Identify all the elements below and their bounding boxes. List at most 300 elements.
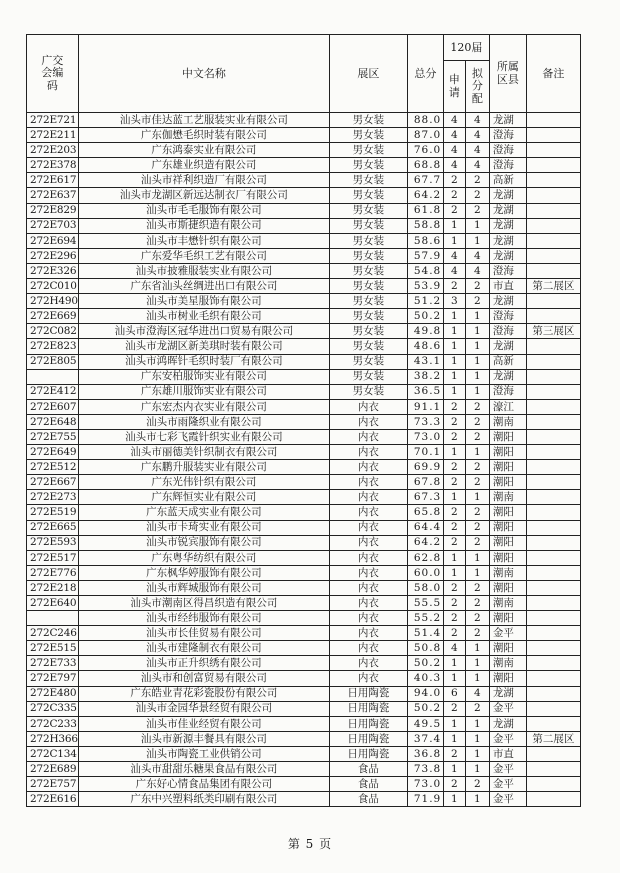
exhibit-category-cell: 内衣 <box>329 520 407 535</box>
allocate-count-cell: 2 <box>465 701 489 716</box>
exhibit-category-cell: 日用陶瓷 <box>329 731 407 746</box>
allocate-count-cell: 1 <box>465 671 489 686</box>
district-cell: 澄海 <box>489 324 526 339</box>
allocate-count-cell: 1 <box>465 762 489 777</box>
district-cell: 澄海 <box>489 158 526 173</box>
total-score-cell: 51.4 <box>407 626 443 641</box>
exhibit-category-cell: 男女装 <box>329 384 407 399</box>
exhibit-category-cell: 日用陶瓷 <box>329 686 407 701</box>
note-cell: 第二展区 <box>526 279 580 294</box>
district-cell: 潮阳 <box>489 550 526 565</box>
apply-count-cell: 1 <box>443 792 465 807</box>
note-cell <box>526 641 580 656</box>
table-row <box>27 203 581 218</box>
table-row <box>27 550 581 565</box>
apply-count-cell: 4 <box>443 128 465 143</box>
exhibit-category-cell: 男女装 <box>329 279 407 294</box>
note-cell <box>526 233 580 248</box>
company-name-cell: 汕头市潮南区得昌织造有限公司 <box>78 596 329 611</box>
district-cell: 潮阳 <box>489 535 526 550</box>
allocate-count-cell: 2 <box>465 596 489 611</box>
company-name-cell: 汕头市鸿晖针毛织时装厂有限公司 <box>78 354 329 369</box>
note-cell <box>526 294 580 309</box>
allocate-count-cell: 1 <box>465 550 489 565</box>
note-cell <box>526 218 580 233</box>
total-score-cell: 36.8 <box>407 746 443 761</box>
apply-count-cell: 2 <box>443 399 465 414</box>
company-name-cell: 汕头市甜甜乐糖果食品有限公司 <box>78 762 329 777</box>
district-cell: 龙湖 <box>489 294 526 309</box>
apply-count-cell: 2 <box>443 596 465 611</box>
table-row <box>27 656 581 671</box>
company-name-cell: 汕头市陶瓷工业供销公司 <box>78 746 329 761</box>
total-score-cell: 57.9 <box>407 248 443 263</box>
company-code-cell: 272E607 <box>27 399 79 414</box>
note-cell <box>526 611 580 626</box>
allocate-count-cell: 2 <box>465 777 489 792</box>
table-row <box>27 445 581 460</box>
company-code-cell: 272E640 <box>27 596 79 611</box>
exhibit-category-cell: 内衣 <box>329 626 407 641</box>
company-name-cell: 广东辉恒实业有限公司 <box>78 490 329 505</box>
company-code-cell: 272E517 <box>27 550 79 565</box>
allocate-count-cell: 4 <box>465 263 489 278</box>
exhibit-category-cell: 内衣 <box>329 429 407 444</box>
table-row <box>27 580 581 595</box>
exhibit-category-cell: 日用陶瓷 <box>329 746 407 761</box>
table-row <box>27 248 581 263</box>
allocate-count-cell: 1 <box>465 565 489 580</box>
allocate-count-cell: 1 <box>465 309 489 324</box>
apply-count-cell: 1 <box>443 233 465 248</box>
total-score-cell: 67.7 <box>407 173 443 188</box>
allocate-count-cell: 4 <box>465 113 489 128</box>
company-code-cell: 272E703 <box>27 218 79 233</box>
exhibit-category-cell: 男女装 <box>329 128 407 143</box>
total-score-cell: 71.9 <box>407 792 443 807</box>
total-score-cell: 91.1 <box>407 399 443 414</box>
total-score-cell: 49.8 <box>407 324 443 339</box>
company-name-cell: 广东雄川服饰实业有限公司 <box>78 384 329 399</box>
header-apply: 申请 <box>443 61 465 113</box>
company-name-cell: 汕头市建隆制衣有限公司 <box>78 641 329 656</box>
exhibit-category-cell: 内衣 <box>329 550 407 565</box>
total-score-cell: 64.2 <box>407 188 443 203</box>
district-cell: 金平 <box>489 731 526 746</box>
exhibit-category-cell: 内衣 <box>329 580 407 595</box>
table-row <box>27 460 581 475</box>
total-score-cell: 65.8 <box>407 505 443 520</box>
district-cell: 澄海 <box>489 263 526 278</box>
table-row <box>27 324 581 339</box>
apply-count-cell: 1 <box>443 445 465 460</box>
total-score-cell: 67.3 <box>407 490 443 505</box>
total-score-cell: 50.2 <box>407 656 443 671</box>
note-cell <box>526 188 580 203</box>
company-code-cell: 272E797 <box>27 671 79 686</box>
total-score-cell: 61.8 <box>407 203 443 218</box>
allocate-count-cell: 2 <box>465 279 489 294</box>
district-cell: 龙湖 <box>489 369 526 384</box>
exhibit-category-cell: 男女装 <box>329 233 407 248</box>
apply-count-cell: 2 <box>443 746 465 761</box>
company-code-cell: 272E776 <box>27 565 79 580</box>
district-cell: 龙湖 <box>489 233 526 248</box>
district-cell: 濠江 <box>489 399 526 414</box>
company-code-cell: 272E805 <box>27 354 79 369</box>
apply-count-cell: 1 <box>443 762 465 777</box>
company-name-cell: 广东省汕头丝绸进出口有限公司 <box>78 279 329 294</box>
exhibit-category-cell: 内衣 <box>329 399 407 414</box>
exhibit-category-cell: 男女装 <box>329 309 407 324</box>
apply-count-cell: 2 <box>443 701 465 716</box>
table-row <box>27 490 581 505</box>
note-cell <box>526 475 580 490</box>
district-cell: 金平 <box>489 762 526 777</box>
district-cell: 潮阳 <box>489 580 526 595</box>
district-cell: 潮阳 <box>489 445 526 460</box>
company-name-cell: 汕头市七彩飞霞针织实业有限公司 <box>78 429 329 444</box>
exhibit-category-cell: 食品 <box>329 777 407 792</box>
table-row <box>27 746 581 761</box>
note-cell <box>526 701 580 716</box>
note-cell: 第二展区 <box>526 731 580 746</box>
company-code-cell: 272E829 <box>27 203 79 218</box>
total-score-cell: 50.2 <box>407 701 443 716</box>
apply-count-cell: 1 <box>443 550 465 565</box>
note-cell <box>526 203 580 218</box>
note-cell <box>526 626 580 641</box>
exhibit-category-cell: 内衣 <box>329 460 407 475</box>
allocate-count-cell: 2 <box>465 535 489 550</box>
allocate-count-cell: 1 <box>465 324 489 339</box>
note-cell <box>526 158 580 173</box>
note-cell <box>526 550 580 565</box>
apply-count-cell: 2 <box>443 520 465 535</box>
company-code-cell: 272E218 <box>27 580 79 595</box>
note-cell <box>526 580 580 595</box>
total-score-cell: 58.8 <box>407 218 443 233</box>
table-row <box>27 354 581 369</box>
district-cell: 龙湖 <box>489 339 526 354</box>
total-score-cell: 43.1 <box>407 354 443 369</box>
total-score-cell: 62.8 <box>407 550 443 565</box>
district-cell: 潮阳 <box>489 611 526 626</box>
note-cell <box>526 339 580 354</box>
company-name-cell: 汕头市和创富贸易有限公司 <box>78 671 329 686</box>
note-cell: 第三展区 <box>526 324 580 339</box>
table-header <box>27 35 581 113</box>
note-cell <box>526 535 580 550</box>
district-cell: 潮阳 <box>489 671 526 686</box>
allocate-count-cell: 1 <box>465 641 489 656</box>
apply-count-cell: 4 <box>443 143 465 158</box>
apply-count-cell: 2 <box>443 535 465 550</box>
total-score-cell: 64.2 <box>407 535 443 550</box>
exhibit-category-cell: 内衣 <box>329 535 407 550</box>
exhibit-category-cell: 日用陶瓷 <box>329 716 407 731</box>
district-cell: 高新 <box>489 173 526 188</box>
apply-count-cell: 2 <box>443 429 465 444</box>
allocation-table <box>26 34 581 807</box>
apply-count-cell: 4 <box>443 641 465 656</box>
allocate-count-cell: 1 <box>465 369 489 384</box>
note-cell <box>526 792 580 807</box>
company-name-cell: 广东好心情食品集团有限公司 <box>78 777 329 792</box>
apply-count-cell: 1 <box>443 324 465 339</box>
company-code-cell: 272C082 <box>27 324 79 339</box>
exhibit-category-cell: 内衣 <box>329 671 407 686</box>
company-code-cell: 272E203 <box>27 143 79 158</box>
district-cell: 潮阳 <box>489 475 526 490</box>
allocate-count-cell: 1 <box>465 490 489 505</box>
apply-count-cell: 2 <box>443 505 465 520</box>
district-cell: 潮南 <box>489 414 526 429</box>
apply-count-cell: 4 <box>443 113 465 128</box>
allocate-count-cell: 1 <box>465 716 489 731</box>
note-cell <box>526 686 580 701</box>
note-cell <box>526 173 580 188</box>
exhibit-category-cell: 食品 <box>329 762 407 777</box>
company-name-cell: 广东爱华毛织工艺有限公司 <box>78 248 329 263</box>
company-name-cell: 广东鹏升服装实业有限公司 <box>78 460 329 475</box>
allocate-count-cell: 4 <box>465 686 489 701</box>
district-cell: 高新 <box>489 354 526 369</box>
table-row <box>27 414 581 429</box>
apply-count-cell: 1 <box>443 490 465 505</box>
table-row <box>27 309 581 324</box>
note-cell <box>526 671 580 686</box>
note-cell <box>526 656 580 671</box>
apply-count-cell: 2 <box>443 580 465 595</box>
note-cell <box>526 143 580 158</box>
allocate-count-cell: 1 <box>465 339 489 354</box>
total-score-cell: 50.8 <box>407 641 443 656</box>
total-score-cell: 58.6 <box>407 233 443 248</box>
total-score-cell: 54.8 <box>407 263 443 278</box>
apply-count-cell: 1 <box>443 369 465 384</box>
district-cell: 龙湖 <box>489 686 526 701</box>
exhibit-category-cell: 男女装 <box>329 218 407 233</box>
district-cell: 潮阳 <box>489 429 526 444</box>
table-row <box>27 611 581 626</box>
company-code-cell: 272E480 <box>27 686 79 701</box>
table-body <box>27 113 581 807</box>
apply-count-cell: 3 <box>443 294 465 309</box>
company-code-cell: 272E519 <box>27 505 79 520</box>
exhibit-category-cell: 日用陶瓷 <box>329 701 407 716</box>
company-code-cell <box>27 611 79 626</box>
district-cell: 澄海 <box>489 143 526 158</box>
table-row <box>27 279 581 294</box>
header-score: 总分 <box>407 35 443 113</box>
note-cell <box>526 113 580 128</box>
company-name-cell: 汕头市美星服饰有限公司 <box>78 294 329 309</box>
district-cell: 市直 <box>489 279 526 294</box>
header-allocate: 拟分配 <box>465 61 489 113</box>
company-code-cell: 272C134 <box>27 746 79 761</box>
note-cell <box>526 354 580 369</box>
table-row <box>27 188 581 203</box>
apply-count-cell: 2 <box>443 188 465 203</box>
total-score-cell: 58.0 <box>407 580 443 595</box>
total-score-cell: 94.0 <box>407 686 443 701</box>
district-cell: 龙湖 <box>489 716 526 731</box>
company-name-cell: 汕头市卡琦实业有限公司 <box>78 520 329 535</box>
district-cell: 龙湖 <box>489 218 526 233</box>
company-code-cell: 272E211 <box>27 128 79 143</box>
table-row <box>27 505 581 520</box>
total-score-cell: 60.0 <box>407 565 443 580</box>
total-score-cell: 73.3 <box>407 414 443 429</box>
company-code-cell: 272E649 <box>27 445 79 460</box>
allocate-count-cell: 2 <box>465 203 489 218</box>
note-cell <box>526 490 580 505</box>
total-score-cell: 53.9 <box>407 279 443 294</box>
table-row <box>27 158 581 173</box>
company-code-cell: 272E757 <box>27 777 79 792</box>
table-row <box>27 565 581 580</box>
allocate-count-cell: 1 <box>465 656 489 671</box>
header-code: 广交会编码 <box>27 35 79 113</box>
total-score-cell: 76.0 <box>407 143 443 158</box>
company-name-cell: 汕头市佳业经贸有限公司 <box>78 716 329 731</box>
total-score-cell: 36.5 <box>407 384 443 399</box>
company-name-cell: 汕头市树业毛织有限公司 <box>78 309 329 324</box>
note-cell <box>526 460 580 475</box>
apply-count-cell: 1 <box>443 339 465 354</box>
exhibit-category-cell: 男女装 <box>329 339 407 354</box>
allocate-count-cell: 1 <box>465 233 489 248</box>
apply-count-cell: 2 <box>443 777 465 792</box>
district-cell: 龙湖 <box>489 203 526 218</box>
company-code-cell: 272H490 <box>27 294 79 309</box>
district-cell: 潮南 <box>489 656 526 671</box>
exhibit-category-cell: 男女装 <box>329 203 407 218</box>
exhibit-category-cell: 内衣 <box>329 414 407 429</box>
exhibit-category-cell: 男女装 <box>329 158 407 173</box>
allocate-count-cell: 4 <box>465 248 489 263</box>
exhibit-category-cell: 内衣 <box>329 596 407 611</box>
allocate-count-cell: 1 <box>465 218 489 233</box>
table-row <box>27 173 581 188</box>
table-row <box>27 596 581 611</box>
exhibit-category-cell: 内衣 <box>329 475 407 490</box>
allocate-count-cell: 2 <box>465 429 489 444</box>
apply-count-cell: 2 <box>443 460 465 475</box>
total-score-cell: 37.4 <box>407 731 443 746</box>
company-name-cell: 广东伽懋毛织时装有限公司 <box>78 128 329 143</box>
company-code-cell: 272E296 <box>27 248 79 263</box>
table-row <box>27 520 581 535</box>
district-cell: 澄海 <box>489 128 526 143</box>
table-row <box>27 535 581 550</box>
company-name-cell: 汕头市佳达蓝工艺服装实业有限公司 <box>78 113 329 128</box>
district-cell: 潮阳 <box>489 520 526 535</box>
note-cell <box>526 762 580 777</box>
district-cell: 澄海 <box>489 309 526 324</box>
header-session: 120届 <box>443 35 489 61</box>
company-name-cell: 汕头市雨隆织业有限公司 <box>78 414 329 429</box>
exhibit-category-cell: 内衣 <box>329 656 407 671</box>
table-row <box>27 339 581 354</box>
district-cell: 金平 <box>489 792 526 807</box>
exhibit-category-cell: 男女装 <box>329 143 407 158</box>
apply-count-cell: 2 <box>443 414 465 429</box>
total-score-cell: 87.0 <box>407 128 443 143</box>
table-row <box>27 777 581 792</box>
district-cell: 龙湖 <box>489 248 526 263</box>
table-row <box>27 671 581 686</box>
total-score-cell: 55.5 <box>407 596 443 611</box>
allocate-count-cell: 2 <box>465 626 489 641</box>
exhibit-category-cell: 男女装 <box>329 294 407 309</box>
total-score-cell: 73.0 <box>407 777 443 792</box>
total-score-cell: 50.2 <box>407 309 443 324</box>
page-number: 第 5 页 <box>287 837 333 851</box>
company-code-cell: 272E593 <box>27 535 79 550</box>
company-name-cell: 汕头市正升织绣有限公司 <box>78 656 329 671</box>
total-score-cell: 68.8 <box>407 158 443 173</box>
table-row <box>27 475 581 490</box>
company-code-cell: 272E378 <box>27 158 79 173</box>
allocate-count-cell: 2 <box>465 173 489 188</box>
table-row <box>27 233 581 248</box>
company-name-cell: 广东中兴塑料纸类印刷有限公司 <box>78 792 329 807</box>
note-cell <box>526 309 580 324</box>
table-row <box>27 429 581 444</box>
header-name: 中文名称 <box>78 35 329 113</box>
apply-count-cell: 1 <box>443 218 465 233</box>
company-name-cell: 汕头市龙湖区新远达制衣厂有限公司 <box>78 188 329 203</box>
company-name-cell: 广东光伟针织有限公司 <box>78 475 329 490</box>
total-score-cell: 67.8 <box>407 475 443 490</box>
note-cell <box>526 716 580 731</box>
apply-count-cell: 4 <box>443 158 465 173</box>
company-code-cell <box>27 369 79 384</box>
note-cell <box>526 263 580 278</box>
table-row <box>27 626 581 641</box>
exhibit-category-cell: 内衣 <box>329 505 407 520</box>
apply-count-cell: 2 <box>443 626 465 641</box>
exhibit-category-cell: 内衣 <box>329 490 407 505</box>
company-name-cell: 广东蓝天成实业有限公司 <box>78 505 329 520</box>
district-cell: 金平 <box>489 777 526 792</box>
apply-count-cell: 2 <box>443 203 465 218</box>
table-row <box>27 128 581 143</box>
allocate-count-cell: 1 <box>465 445 489 460</box>
company-name-cell: 汕头市新源丰餐具有限公司 <box>78 731 329 746</box>
allocate-count-cell: 2 <box>465 475 489 490</box>
company-code-cell: 272E617 <box>27 173 79 188</box>
table-row <box>27 686 581 701</box>
total-score-cell: 73.8 <box>407 762 443 777</box>
company-code-cell: 272E512 <box>27 460 79 475</box>
company-code-cell: 272E665 <box>27 520 79 535</box>
company-name-cell: 广东粤华纺织有限公司 <box>78 550 329 565</box>
company-name-cell: 汕头市丽德美针织制衣有限公司 <box>78 445 329 460</box>
exhibit-category-cell: 内衣 <box>329 641 407 656</box>
company-name-cell: 汕头市长佳贸易有限公司 <box>78 626 329 641</box>
company-code-cell: 272H366 <box>27 731 79 746</box>
company-name-cell: 汕头市祥利织造厂有限公司 <box>78 173 329 188</box>
apply-count-cell: 1 <box>443 656 465 671</box>
district-cell: 金平 <box>489 701 526 716</box>
allocate-count-cell: 1 <box>465 354 489 369</box>
header-note: 备注 <box>526 35 580 113</box>
total-score-cell: 40.3 <box>407 671 443 686</box>
table-row <box>27 762 581 777</box>
